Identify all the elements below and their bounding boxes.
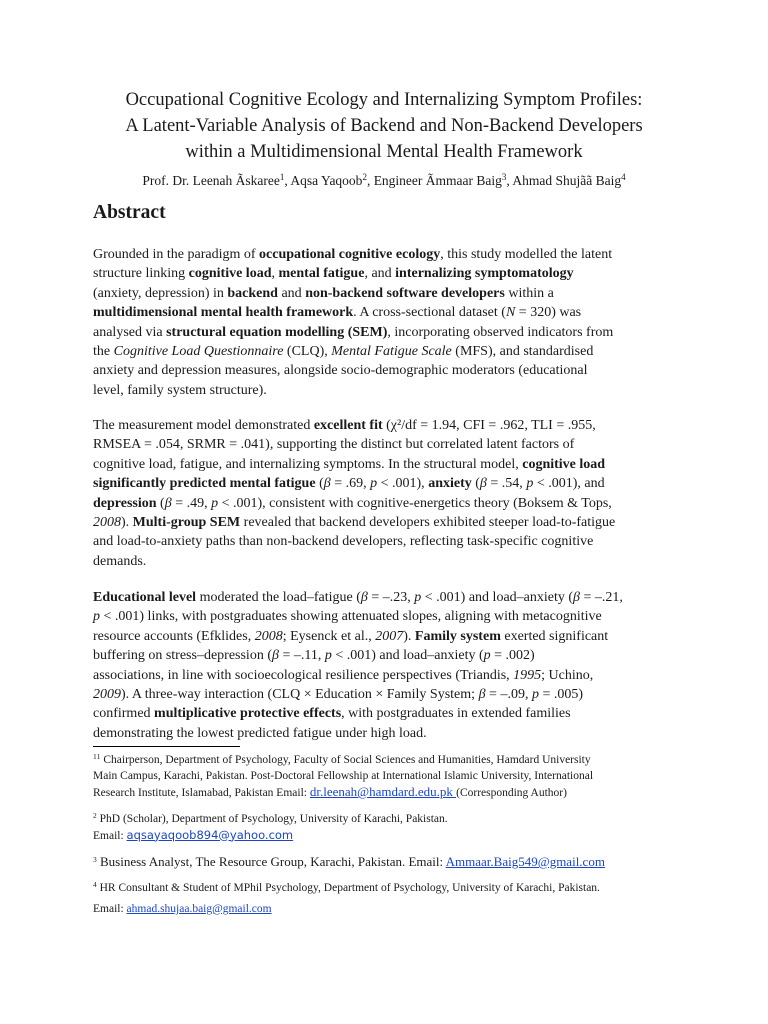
text-line xyxy=(93,753,693,769)
text: = .49, xyxy=(171,495,212,511)
emphasis: Multi-group SEM xyxy=(132,515,241,531)
text: revealed that backend developers exhibited steeper load-to-fatigue xyxy=(240,515,616,531)
text: ; Uchino, xyxy=(541,667,594,683)
paper-title xyxy=(60,87,708,165)
text: Email: xyxy=(93,829,127,842)
title-line-2: A Latent-Variable Analysis of Backend and Non-Backend Developers xyxy=(125,116,643,136)
text: The measurement model demonstrated xyxy=(93,418,314,433)
footnote-separator xyxy=(93,746,240,747)
text: resource accounts (Efklides, xyxy=(93,628,255,644)
text-line xyxy=(93,323,678,342)
text: < .001) and load–anxiety ( xyxy=(331,648,484,664)
italic: N xyxy=(505,305,516,321)
text: = .005) xyxy=(538,687,584,703)
text-line xyxy=(93,899,693,920)
author-1: Prof. Dr. Leenah Ãskaree xyxy=(142,173,280,188)
text: ( xyxy=(156,495,165,511)
text: PhD (Scholar), Department of Psychology, University of Karachi, Pakistan. xyxy=(99,813,448,825)
author-4-affiliation: 4 xyxy=(621,172,626,182)
text: Business Analyst, The Resource Group, Karachi, Pakistan. Email: xyxy=(100,854,446,869)
emphasis: cognitive load xyxy=(188,266,272,282)
text: ). xyxy=(403,628,415,644)
italic: β xyxy=(479,476,487,492)
text: ( xyxy=(315,476,324,492)
emphasis: excellent fit xyxy=(313,418,383,433)
text: Chairperson, Department of Psychology, Faculty of Social Sciences and Humanities, Hamdard University xyxy=(103,754,591,766)
italic: Cognitive Load Questionnaire xyxy=(113,344,284,360)
text: = –.21, xyxy=(580,590,623,605)
text: < .001) and load–anxiety ( xyxy=(421,590,574,605)
text-line xyxy=(93,784,693,802)
footnote-mark: 3 xyxy=(93,855,97,864)
italic: p xyxy=(93,609,100,625)
italic: p xyxy=(483,648,491,664)
author-3-affiliation: 3 xyxy=(501,172,507,182)
author-separator: , xyxy=(284,173,291,188)
emphasis: internalizing symptomatology xyxy=(395,266,574,282)
italic: β xyxy=(272,648,279,664)
text: within a xyxy=(504,285,554,301)
text-line: anxiety and depression measures, alongside socio-demographic moderators (educational xyxy=(93,363,588,379)
italic: β xyxy=(323,476,331,492)
text-line xyxy=(93,284,678,303)
text-line xyxy=(93,342,678,361)
text-line: demands. xyxy=(93,553,147,569)
italic: Mental Fatigue Scale xyxy=(331,344,452,360)
text-line xyxy=(93,494,678,513)
text-line xyxy=(93,474,678,493)
text: associations, in line with socioecological resilience perspectives (Triandis, xyxy=(93,667,514,683)
text-line xyxy=(93,666,678,685)
text: = –.11, xyxy=(278,648,325,664)
italic: p xyxy=(526,476,534,492)
emphasis: Family system xyxy=(414,628,501,644)
footnote-4 xyxy=(93,878,693,920)
title-line-1: Occupational Cognitive Ecology and Internalizing Symptom Profiles: xyxy=(125,90,643,110)
text-line xyxy=(93,245,678,264)
text: HR Consultant & Student of MPhil Psychology, Department of Psychology, University of Karachi, Pakistan. xyxy=(99,882,600,894)
author-separator: , xyxy=(506,173,513,188)
italic: β xyxy=(573,590,581,605)
text: = 320) was xyxy=(515,305,582,321)
italic: p xyxy=(211,495,219,511)
text: , this study modelled the latent xyxy=(440,247,613,262)
text: (χ²/df = 1.94, CFI = .962, TLI = .955, xyxy=(382,418,596,433)
text: (Corresponding Author) xyxy=(456,787,567,800)
emphasis: multidimensional mental health framework xyxy=(93,305,354,321)
author-2-affiliation: 2 xyxy=(362,172,367,182)
text-line xyxy=(93,303,678,322)
text: = –.09, xyxy=(485,687,532,703)
text: (MFS), and standardised xyxy=(451,344,594,360)
text: , with postgraduates in extended families xyxy=(341,706,571,722)
title-line-3: within a Multidimensional Mental Health Framework xyxy=(185,142,583,162)
text: , incorporating observed indicators from xyxy=(387,324,614,340)
footnote-1 xyxy=(93,753,693,802)
footnote-mark: 2 xyxy=(93,811,97,820)
text: < .001), xyxy=(377,476,429,492)
footnote-mark: 1 xyxy=(96,752,101,761)
text: analysed via xyxy=(93,324,167,340)
text: Research Institute, Islamabad, Pakistan Email: xyxy=(93,787,310,800)
text: (anxiety, depression) in xyxy=(93,285,228,301)
emphasis: backend xyxy=(227,285,278,301)
text-line xyxy=(93,685,678,704)
text: ). xyxy=(121,515,133,531)
emphasis: occupational cognitive ecology xyxy=(259,247,441,262)
emphasis: Educational level xyxy=(93,590,197,605)
author-2: Aqsa Yaqoob xyxy=(290,173,363,188)
footnote-mark: 4 xyxy=(93,880,97,889)
text: = .69, xyxy=(330,476,371,492)
italic: p xyxy=(370,476,378,492)
text-line xyxy=(93,854,693,870)
text: , and xyxy=(364,266,396,282)
text-line xyxy=(93,455,678,474)
italic: p xyxy=(414,590,422,605)
abstract-heading: Abstract xyxy=(93,202,166,223)
text-line: Main Campus, Karachi, Pakistan. Post-Doctoral Fellowship at International Islamic University, International xyxy=(93,769,594,782)
italic: p xyxy=(531,687,539,703)
text: ( xyxy=(471,476,480,492)
text: . A cross-sectional dataset ( xyxy=(353,305,506,321)
text: = .002) xyxy=(490,648,535,664)
text: structure linking xyxy=(93,266,189,282)
text-line xyxy=(93,627,678,646)
emphasis: mental fatigue xyxy=(278,266,365,282)
text: exerted significant xyxy=(500,628,609,644)
footnote-2 xyxy=(93,812,693,844)
text: < .001) links, with postgraduates showing attenuated slopes, aligning with metacognitive xyxy=(100,609,602,625)
text-line xyxy=(93,646,678,665)
text-line xyxy=(93,264,678,283)
text: Grounded in the paradigm of xyxy=(93,247,260,262)
text: , xyxy=(271,266,279,282)
text-line xyxy=(93,513,678,532)
text-line: and load-to-anxiety paths than non-backend developers, reflecting task-specific cognitive xyxy=(93,534,594,550)
text-line xyxy=(93,812,693,828)
text-line xyxy=(93,704,678,723)
italic: β xyxy=(164,495,172,511)
text: the xyxy=(93,344,114,360)
italic: 1995 xyxy=(513,667,542,683)
email-link[interactable]: dr.leenah@hamdard.edu.pk xyxy=(309,784,457,800)
text: = .54, xyxy=(486,476,527,492)
emphasis: cognitive load xyxy=(522,456,606,472)
author-separator: , xyxy=(366,173,374,188)
author-3: Engineer Ãmmaar Baig xyxy=(373,173,502,188)
italic: p xyxy=(324,648,332,664)
abstract-paragraph-1 xyxy=(93,245,678,400)
text-line: RMSEA = .054, SRMR = .041), supporting the distinct but correlated latent factors of xyxy=(93,437,575,453)
email-link[interactable]: ahmad.shujaa.baig@gmail.com xyxy=(126,903,272,915)
italic: 2007 xyxy=(375,628,404,644)
author-list xyxy=(40,173,728,189)
text: Email: xyxy=(93,903,127,915)
text: ; Eysenck et al., xyxy=(282,628,376,644)
text: confirmed xyxy=(93,706,155,722)
text: (CLQ), xyxy=(283,344,332,360)
text-line: level, family system structure). xyxy=(93,382,267,398)
text-line: demonstrating the lowest predicted fatigue under high load. xyxy=(93,725,427,741)
italic: 2008 xyxy=(254,628,283,644)
emphasis: non-backend software developers xyxy=(305,285,505,301)
text: < .001), consistent with cognitive-energetics theory (Boksem & Tops, xyxy=(218,495,612,511)
abstract-paragraph-2 xyxy=(93,416,678,571)
text: ). A three-way interaction (CLQ × Education × Family System; xyxy=(121,687,479,703)
text-line xyxy=(93,828,693,845)
footnote-mark: 1 xyxy=(93,752,97,761)
text: buffering on stress–depression ( xyxy=(93,648,272,664)
italic: β xyxy=(478,687,486,703)
author-4: Ahmad Shujãã Baig xyxy=(512,173,622,188)
emphasis: multiplicative protective effects xyxy=(154,706,342,722)
abstract-paragraph-3 xyxy=(93,588,678,743)
text-line xyxy=(93,416,678,435)
text: = –.23, xyxy=(367,590,415,605)
email-link[interactable]: Ammaar.Baig549@gmail.com xyxy=(445,854,605,869)
text: cognitive load, fatigue, and internalizing symptoms. In the structural model, xyxy=(93,456,523,472)
footnote-3 xyxy=(93,854,693,870)
italic: 2008 xyxy=(93,515,121,531)
emphasis: significantly predicted mental fatigue xyxy=(93,476,316,492)
italic: β xyxy=(360,590,368,605)
email-link[interactable]: aqsayaqoob894@yahoo.com xyxy=(126,827,294,842)
text: and xyxy=(277,285,306,301)
text: < .001), and xyxy=(533,476,605,492)
italic: 2009 xyxy=(93,687,121,703)
author-1-affiliation: 1 xyxy=(279,172,285,182)
text-line xyxy=(93,588,678,607)
emphasis: structural equation modelling (SEM) xyxy=(166,324,388,340)
text: moderated the load–fatigue ( xyxy=(196,590,361,605)
emphasis: depression xyxy=(93,495,157,511)
text-line xyxy=(93,878,693,899)
text-line xyxy=(93,607,678,626)
emphasis: anxiety xyxy=(428,476,472,492)
